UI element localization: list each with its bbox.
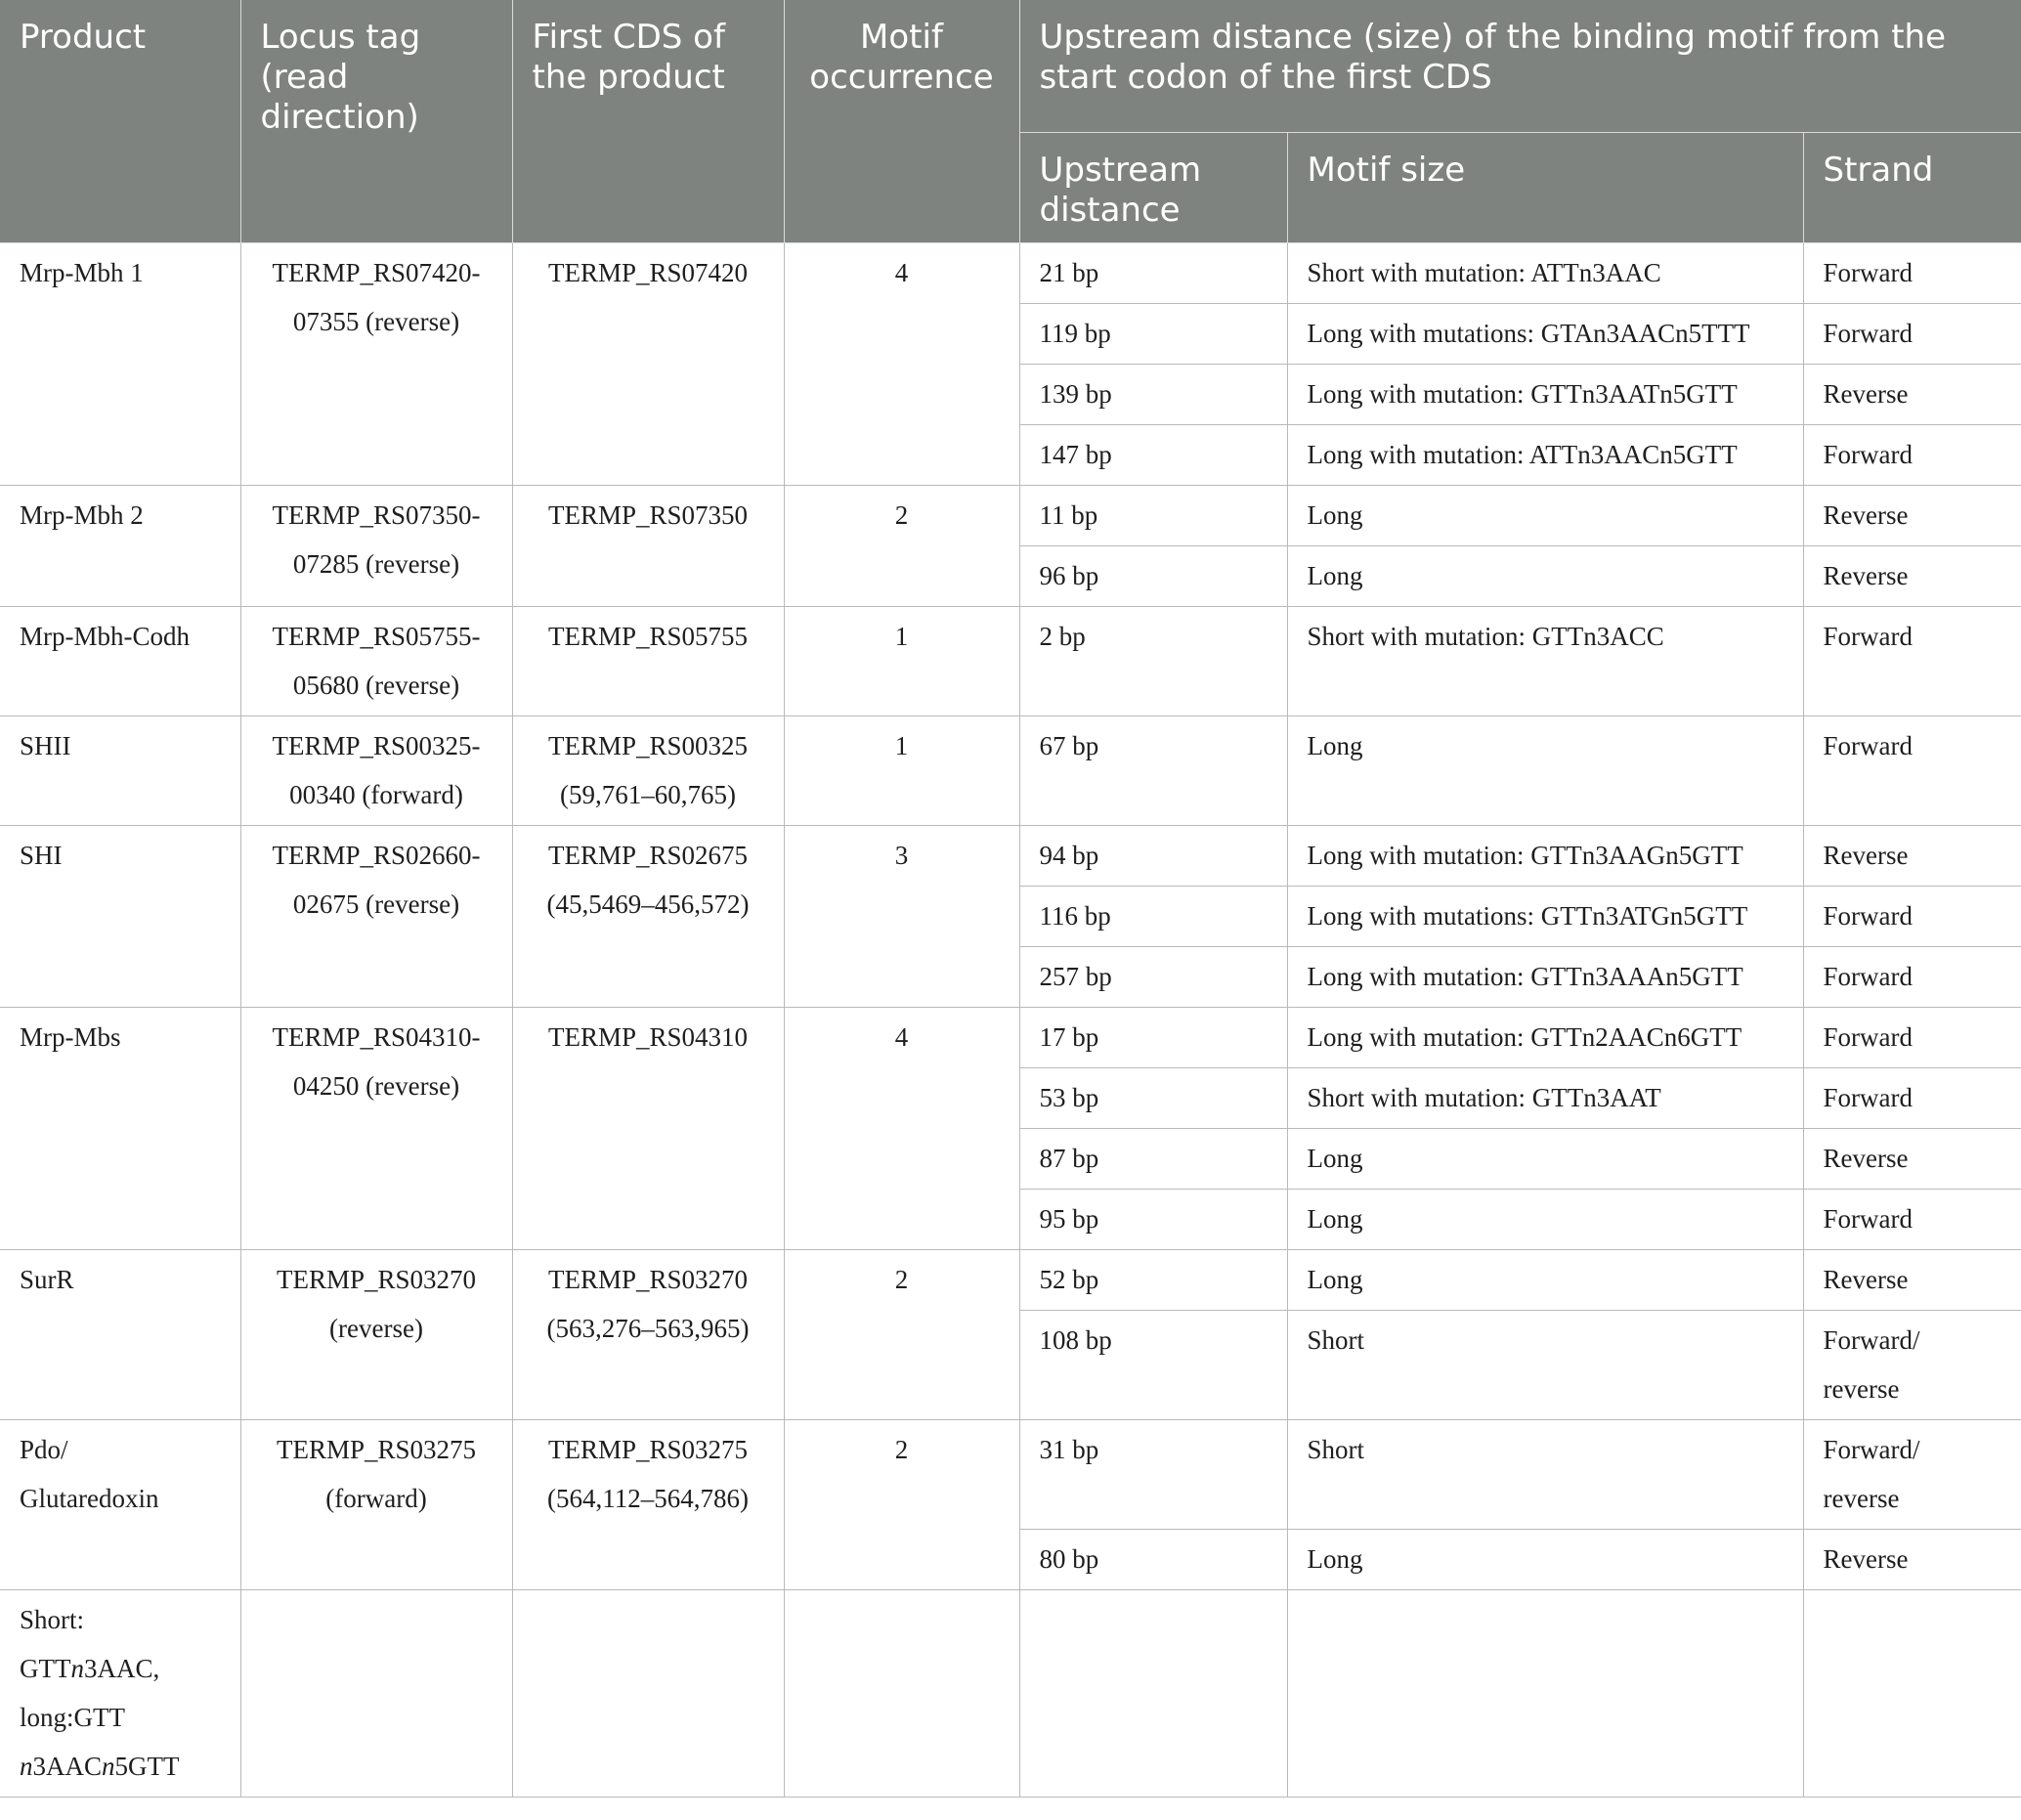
cell-strand: Forward bbox=[1803, 947, 2021, 1008]
cell-strand: Forward/ reverse bbox=[1803, 1420, 2021, 1530]
empty-cell bbox=[784, 1590, 1019, 1798]
table-row bbox=[0, 826, 2021, 887]
header-strand: Strand bbox=[1803, 133, 2021, 243]
cell-locus-tag: TERMP_RS04310- 04250 (reverse) bbox=[240, 1008, 512, 1250]
cell-motif-size: Short bbox=[1287, 1420, 1803, 1530]
cell-product: Mrp-Mbs bbox=[0, 1008, 240, 1250]
cell-motif-size: Long with mutation: GTTn2AACn6GTT bbox=[1287, 1008, 1803, 1068]
cell-product: Mrp-Mbh-Codh bbox=[0, 607, 240, 716]
cell-upstream-distance: 21 bp bbox=[1019, 243, 1287, 304]
cell-locus-tag: TERMP_RS07350- 07285 (reverse) bbox=[240, 486, 512, 607]
cell-motif-occurrence: 2 bbox=[784, 1420, 1019, 1590]
empty-cell bbox=[1803, 1590, 2021, 1798]
table-row bbox=[0, 1250, 2021, 1311]
cell-upstream-distance: 2 bp bbox=[1019, 607, 1287, 716]
cell-product: SHII bbox=[0, 716, 240, 826]
cell-motif-size: Long with mutation: GTTn3AAAn5GTT bbox=[1287, 947, 1803, 1008]
cell-strand: Forward bbox=[1803, 1008, 2021, 1068]
cell-upstream-distance: 119 bp bbox=[1019, 304, 1287, 365]
cell-locus-tag: TERMP_RS03275 (forward) bbox=[240, 1420, 512, 1590]
cell-upstream-distance: 80 bp bbox=[1019, 1530, 1287, 1590]
footnote-cell bbox=[0, 1590, 240, 1798]
header-upstream-group: Upstream distance (size) of the binding motif from the start codon of the first CDS bbox=[1019, 0, 2021, 133]
footnote-row bbox=[0, 1590, 2021, 1798]
cell-upstream-distance: 94 bp bbox=[1019, 826, 1287, 887]
cell-strand: Reverse bbox=[1803, 546, 2021, 607]
footnote-long-motif-n2: n bbox=[102, 1752, 115, 1781]
cell-first-cds: TERMP_RS03270 (563,276–563,965) bbox=[512, 1250, 784, 1420]
table-row bbox=[0, 1008, 2021, 1068]
table-row bbox=[0, 243, 2021, 304]
cell-first-cds: TERMP_RS07420 bbox=[512, 243, 784, 486]
cell-strand: Forward bbox=[1803, 1190, 2021, 1250]
cell-strand: Forward bbox=[1803, 716, 2021, 826]
cell-product: SurR bbox=[0, 1250, 240, 1420]
cell-upstream-distance: 116 bp bbox=[1019, 887, 1287, 947]
cell-upstream-distance: 52 bp bbox=[1019, 1250, 1287, 1311]
cell-strand: Reverse bbox=[1803, 365, 2021, 425]
cell-strand: Reverse bbox=[1803, 1530, 2021, 1590]
cell-strand: Reverse bbox=[1803, 486, 2021, 546]
cell-strand: Forward bbox=[1803, 887, 2021, 947]
cell-upstream-distance: 257 bp bbox=[1019, 947, 1287, 1008]
cell-locus-tag: TERMP_RS02660- 02675 (reverse) bbox=[240, 826, 512, 1008]
footnote-short-motif-a: GTT bbox=[20, 1654, 71, 1683]
cell-motif-size: Short with mutation: GTTn3ACC bbox=[1287, 607, 1803, 716]
cell-motif-size: Long with mutation: GTTn3AATn5GTT bbox=[1287, 365, 1803, 425]
cell-motif-occurrence: 4 bbox=[784, 1008, 1019, 1250]
cell-locus-tag: TERMP_RS05755- 05680 (reverse) bbox=[240, 607, 512, 716]
cell-first-cds: TERMP_RS05755 bbox=[512, 607, 784, 716]
cell-first-cds: TERMP_RS02675 (45,5469–456,572) bbox=[512, 826, 784, 1008]
cell-strand: Forward bbox=[1803, 1068, 2021, 1129]
header-locus-tag: Locus tag (read direction) bbox=[240, 0, 512, 243]
footnote-short-motif-b: 3AAC, bbox=[83, 1654, 160, 1683]
cell-strand: Reverse bbox=[1803, 1250, 2021, 1311]
table-body bbox=[0, 243, 2021, 1798]
table-row bbox=[0, 607, 2021, 716]
header-motif-size: Motif size bbox=[1287, 133, 1803, 243]
cell-upstream-distance: 96 bp bbox=[1019, 546, 1287, 607]
cell-motif-size: Short bbox=[1287, 1311, 1803, 1420]
cell-locus-tag: TERMP_RS03270 (reverse) bbox=[240, 1250, 512, 1420]
footnote-short-label: Short: bbox=[20, 1605, 85, 1634]
cell-motif-size: Long with mutations: GTAn3AACn5TTT bbox=[1287, 304, 1803, 365]
cell-strand: Forward bbox=[1803, 243, 2021, 304]
cell-product: Mrp-Mbh 1 bbox=[0, 243, 240, 486]
footnote-long-label: long:GTT bbox=[20, 1703, 125, 1732]
cell-motif-size: Long bbox=[1287, 716, 1803, 826]
cell-upstream-distance: 139 bp bbox=[1019, 365, 1287, 425]
header-motif-occurrence: Motif occurrence bbox=[784, 0, 1019, 243]
cell-upstream-distance: 11 bp bbox=[1019, 486, 1287, 546]
cell-first-cds: TERMP_RS03275 (564,112–564,786) bbox=[512, 1420, 784, 1590]
cell-strand: Reverse bbox=[1803, 826, 2021, 887]
table-row bbox=[0, 1420, 2021, 1530]
cell-strand: Forward/ reverse bbox=[1803, 1311, 2021, 1420]
cell-motif-occurrence: 2 bbox=[784, 486, 1019, 607]
cell-first-cds: TERMP_RS04310 bbox=[512, 1008, 784, 1250]
cell-product: Mrp-Mbh 2 bbox=[0, 486, 240, 607]
cell-motif-size: Long with mutation: GTTn3AAGn5GTT bbox=[1287, 826, 1803, 887]
footnote-long-motif-a: 3AAC bbox=[32, 1752, 103, 1781]
empty-cell bbox=[1287, 1590, 1803, 1798]
cell-upstream-distance: 31 bp bbox=[1019, 1420, 1287, 1530]
footnote-short-motif-n: n bbox=[70, 1654, 84, 1683]
cell-motif-occurrence: 3 bbox=[784, 826, 1019, 1008]
cell-upstream-distance: 95 bp bbox=[1019, 1190, 1287, 1250]
table-row bbox=[0, 716, 2021, 826]
empty-cell bbox=[512, 1590, 784, 1798]
cell-locus-tag: TERMP_RS07420- 07355 (reverse) bbox=[240, 243, 512, 486]
cell-motif-size: Long with mutations: GTTn3ATGn5GTT bbox=[1287, 887, 1803, 947]
cell-first-cds: TERMP_RS07350 bbox=[512, 486, 784, 607]
header-upstream-distance: Upstream distance bbox=[1019, 133, 1287, 243]
cell-strand: Forward bbox=[1803, 425, 2021, 486]
cell-motif-size: Short with mutation: ATTn3AAC bbox=[1287, 243, 1803, 304]
footnote-long-motif-n1: n bbox=[20, 1752, 33, 1781]
empty-cell bbox=[1019, 1590, 1287, 1798]
cell-strand: Reverse bbox=[1803, 1129, 2021, 1190]
cell-motif-size: Long with mutation: ATTn3AACn5GTT bbox=[1287, 425, 1803, 486]
cell-first-cds: TERMP_RS00325 (59,761–60,765) bbox=[512, 716, 784, 826]
cell-upstream-distance: 53 bp bbox=[1019, 1068, 1287, 1129]
cell-product: SHI bbox=[0, 826, 240, 1008]
cell-motif-size: Long bbox=[1287, 486, 1803, 546]
cell-motif-size: Long bbox=[1287, 1129, 1803, 1190]
cell-motif-size: Long bbox=[1287, 1250, 1803, 1311]
header-product: Product bbox=[0, 0, 240, 243]
cell-motif-occurrence: 1 bbox=[784, 716, 1019, 826]
cell-upstream-distance: 67 bp bbox=[1019, 716, 1287, 826]
cell-motif-occurrence: 2 bbox=[784, 1250, 1019, 1420]
cell-upstream-distance: 17 bp bbox=[1019, 1008, 1287, 1068]
cell-motif-size: Long bbox=[1287, 546, 1803, 607]
table-header bbox=[0, 0, 2021, 243]
cell-upstream-distance: 87 bp bbox=[1019, 1129, 1287, 1190]
table-row bbox=[0, 486, 2021, 546]
cell-motif-occurrence: 4 bbox=[784, 243, 1019, 486]
cell-product: Pdo/ Glutaredoxin bbox=[0, 1420, 240, 1590]
cell-motif-size: Long bbox=[1287, 1530, 1803, 1590]
cell-motif-size: Long bbox=[1287, 1190, 1803, 1250]
cell-strand: Forward bbox=[1803, 607, 2021, 716]
header-first-cds: First CDS of the product bbox=[512, 0, 784, 243]
empty-cell bbox=[240, 1590, 512, 1798]
footnote-long-motif-b: 5GTT bbox=[114, 1752, 180, 1781]
cell-motif-size: Short with mutation: GTTn3AAT bbox=[1287, 1068, 1803, 1129]
cell-motif-occurrence: 1 bbox=[784, 607, 1019, 716]
cell-locus-tag: TERMP_RS00325- 00340 (forward) bbox=[240, 716, 512, 826]
cell-upstream-distance: 147 bp bbox=[1019, 425, 1287, 486]
cell-upstream-distance: 108 bp bbox=[1019, 1311, 1287, 1420]
cell-strand: Forward bbox=[1803, 304, 2021, 365]
